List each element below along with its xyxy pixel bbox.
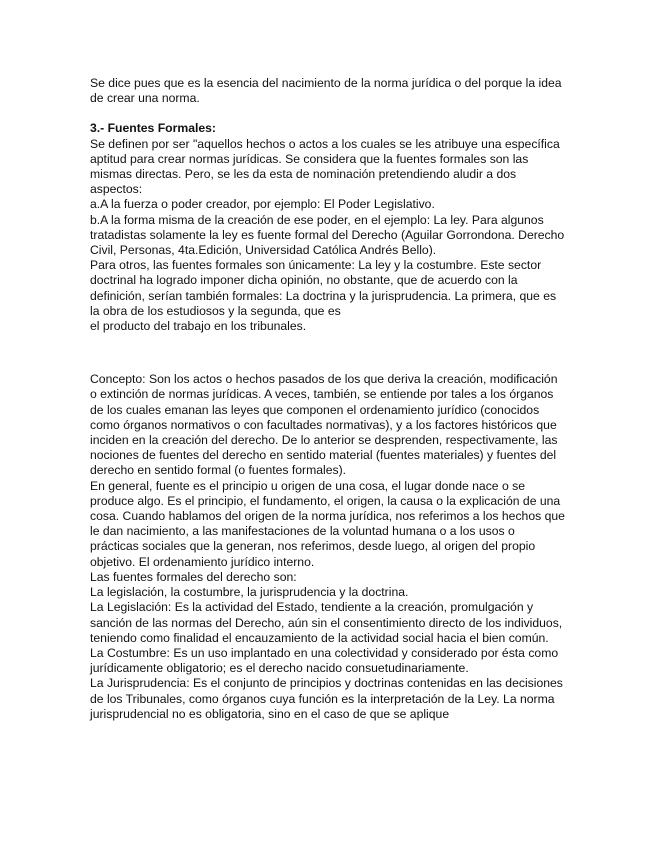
concept-paragraph: Las fuentes formales del derecho son: [90,569,297,584]
document-page [90,76,565,722]
section-paragraph: Para otros, las fuentes formales son únicamente: La ley y la costumbre. Este sector doctrinal ha logrado imponer dicha opinión, no obstante, que de acuerdo con la definición, serían también formales: La doctrina y la jurisprudencia. La primera, que es la obra de los estudiosos y la segunda, que es [90,258,557,318]
section-paragraph: Se definen por ser "aquellos hechos o actos a los cuales se les atribuye una específica aptitud para crear normas jurídicas. Se considera que la fuentes formales son las mismas directas. Pero, se les da esta de nominación pretendiendo aludir a dos aspectos: [90,136,560,197]
section-paragraph: el producto del trabajo en los tribunales. [90,319,307,334]
concept-paragraph: En general, fuente es el principio u origen de una cosa, el lugar donde nace o se produce algo. Es el principio, el fundamento, el origen, la causa o la explicación de una cosa. Cuando hablamos del origen de la norma jurídica, nos referimos a los hechos que le dan nacimiento, a las manifestaciones de la voluntad humana o a los usos o prácticas sociales que la generan, nos referimos, desde luego, al origen del propio objetivo. El ordenamiento jurídico interno. [90,478,565,569]
section-paragraph: a.A la fuerza o poder creador, por ejemplo: El Poder Legislativo. [90,197,435,212]
concept-paragraph: La Jurisprudencia: Es el conjunto de principios y doctrinas contenidas en las decisiones de los Tribunales, como órganos cuya función es la interpretación de la Ley. La norma jurisprudencial no es obligatoria, sino en el caso de que se aplique [90,676,563,721]
spacer [90,106,565,121]
section-heading: 3.- Fuentes Formales: [90,121,216,136]
intro-paragraph: Se dice pues que es la esencia del nacimiento de la norma jurídica o del porque la idea de crear una norma. [90,76,562,106]
spacer [90,334,565,372]
section-paragraph: b.A la forma misma de la creación de ese poder, en el ejemplo: La ley. Para algunos tratadistas solamente la ley es fuente formal del Derecho (Aguilar Gorrondona. Derecho Civil, Personas, 4ta.Edición, Universidad Católica Andrés Bello). [90,212,565,258]
concept-paragraph: Concepto: Son los actos o hechos pasados de los que deriva la creación, modificación o extinción de normas jurídicas. A veces, también, se entiende por tales a los órganos de los cuales emanan las leyes que componen el ordenamiento jurídico (conocidos como órganos normativos o con facultades normativas), y a los factores históricos que inciden en la creación del derecho. De lo anterior se desprenden, respectivamente, las nociones de fuentes del derecho en sentido material (fuentes materiales) y fuentes del derecho en sentido formal (o fuentes formales). [90,372,558,478]
concept-paragraph: La Legislación: Es la actividad del Estado, tendiente a la creación, promulgación y sanción de las normas del Derecho, aún sin el consentimiento directo de los individuos, teniendo como finalidad el encauzamiento de la actividad social hacia el bien común. [90,600,563,645]
concept-paragraph: La Costumbre: Es un uso implantado en una colectividad y considerado por ésta como jurídicamente obligatorio; es el derecho nacido consuetudinariamente. [90,645,559,676]
concept-paragraph: La legislación, la costumbre, la jurisprudencia y la doctrina. [90,585,409,600]
